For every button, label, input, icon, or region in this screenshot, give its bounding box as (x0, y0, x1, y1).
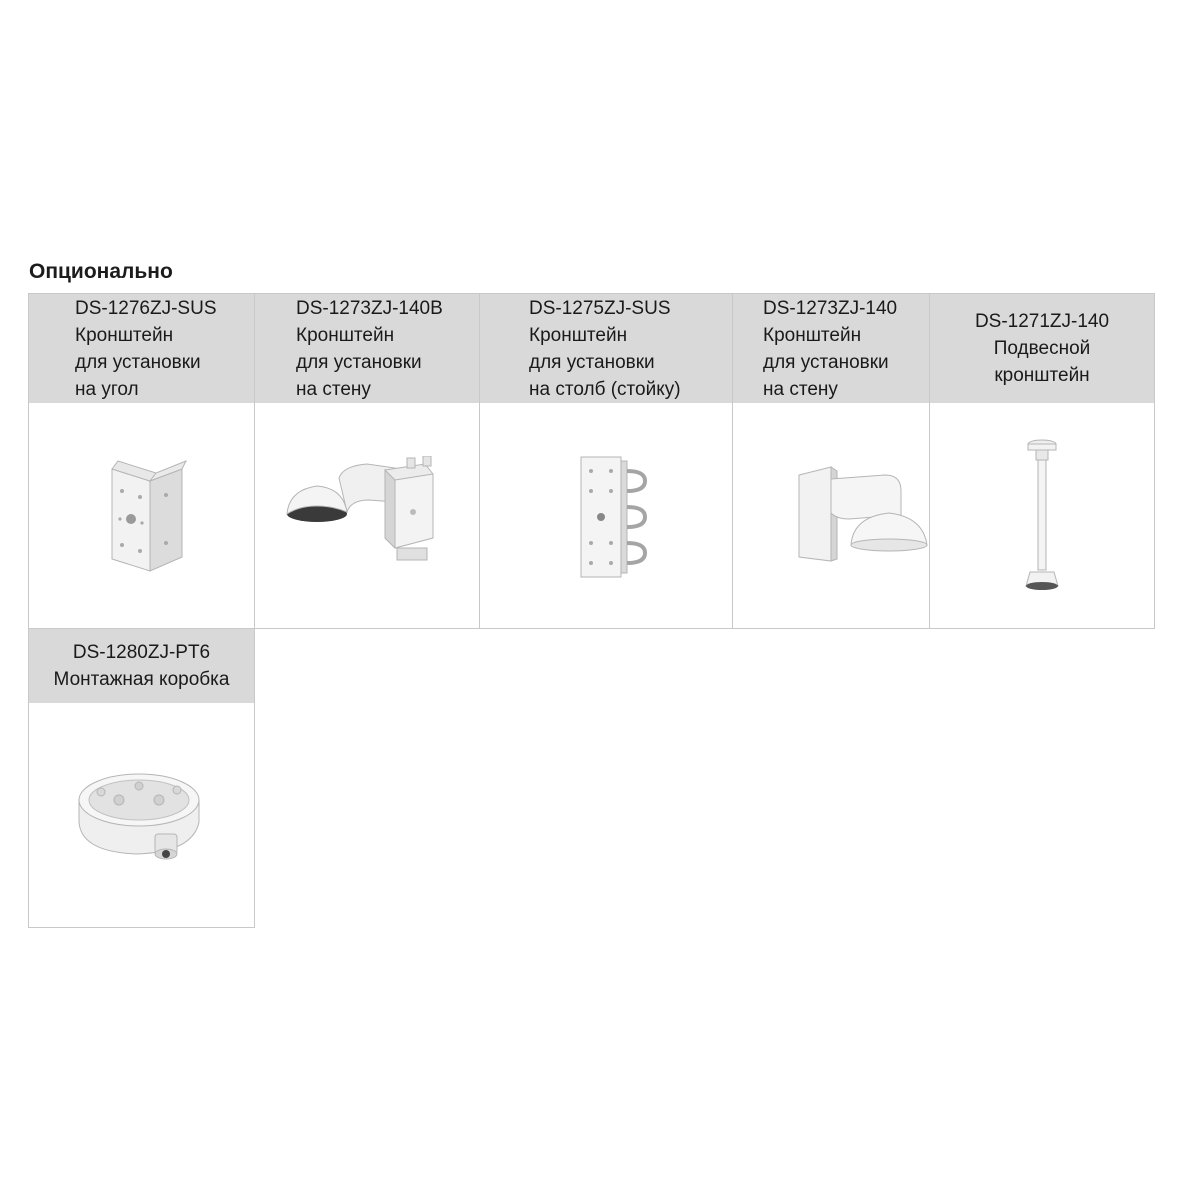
product-description-line: Кронштейн (75, 325, 174, 346)
pendant-mount-bracket-icon (1012, 436, 1072, 596)
product-card-pendant-mount (929, 293, 1155, 629)
corner-mount-bracket-icon (82, 451, 202, 581)
product-description-line: на угол (75, 379, 139, 400)
product-model: DS-1271ZJ-140 (974, 311, 1110, 332)
product-card-header (930, 294, 1154, 403)
product-description-line: Подвесной (993, 338, 1091, 359)
section-title: Опционально (29, 260, 173, 283)
product-model: DS-1273ZJ-140B (296, 298, 443, 319)
product-model: DS-1276ZJ-SUS (75, 298, 217, 319)
product-card-wall-mount-b (254, 293, 480, 629)
product-model: DS-1275ZJ-SUS (529, 298, 671, 319)
product-image (733, 403, 929, 628)
product-model: DS-1280ZJ-PT6 (72, 642, 211, 663)
product-image (255, 403, 479, 628)
product-card-junction-box (28, 628, 255, 928)
product-card-header (480, 294, 732, 403)
product-model: DS-1273ZJ-140 (763, 298, 898, 319)
product-card-corner-mount (28, 293, 255, 629)
product-description-line: на стену (763, 379, 838, 400)
product-description-line: для установки (529, 352, 655, 373)
product-description-line: Монтажная коробка (53, 669, 230, 690)
product-image (29, 403, 254, 628)
product-image (29, 703, 254, 927)
product-description-line: кронштейн (994, 365, 1090, 386)
junction-box-icon (67, 760, 217, 870)
product-description-line: для установки (763, 352, 889, 373)
wall-mount-bracket-junction-box-icon (277, 456, 457, 576)
product-description-line: на столб (стойку) (529, 379, 681, 400)
product-card-pole-mount (479, 293, 733, 629)
product-description-line: на стену (296, 379, 371, 400)
product-card-header (255, 294, 479, 403)
product-description-line: для установки (75, 352, 201, 373)
wall-mount-bracket-icon (789, 461, 929, 571)
product-description-line: Кронштейн (763, 325, 862, 346)
product-image (480, 403, 732, 628)
product-description-line: Кронштейн (296, 325, 395, 346)
product-description-line: для установки (296, 352, 422, 373)
product-description-line: Кронштейн (529, 325, 628, 346)
product-card-wall-mount (732, 293, 930, 629)
product-card-header (29, 629, 254, 703)
pole-mount-bracket-icon (561, 451, 651, 581)
product-card-header (29, 294, 254, 403)
product-card-header (733, 294, 929, 403)
product-image (930, 403, 1154, 628)
